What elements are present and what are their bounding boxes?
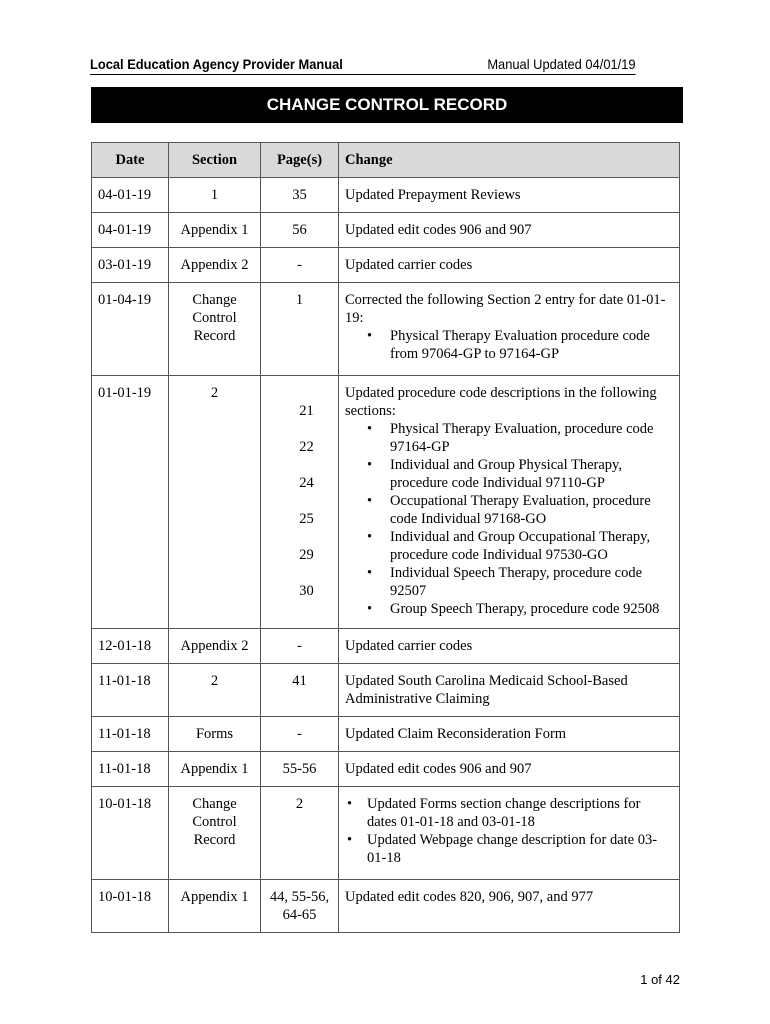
change-description: Updated procedure code descriptions in the following sections:	[345, 385, 657, 419]
cell-change	[339, 283, 680, 376]
cell-pages: 41	[261, 664, 339, 717]
table-row	[92, 178, 680, 213]
table-row	[92, 283, 680, 376]
cell-date: 04-01-19	[92, 213, 169, 248]
cell-change: Updated South Carolina Medicaid School-Based Administrative Claiming	[339, 664, 680, 717]
cell-date: 11-01-18	[92, 752, 169, 787]
cell-section: Change Control Record	[169, 787, 261, 880]
page-header	[90, 56, 636, 75]
change-bullet: • Updated Forms section change descriptions for dates 01-01-18 and 03-01-18	[345, 795, 673, 831]
page-number: 30	[299, 583, 314, 599]
page-number: 24	[299, 475, 314, 491]
table-row	[92, 664, 680, 717]
cell-change: Updated Prepayment Reviews	[339, 178, 680, 213]
cell-change: Updated edit codes 906 and 907	[339, 752, 680, 787]
table-row	[92, 717, 680, 752]
table-row	[92, 752, 680, 787]
change-bullet: • Physical Therapy Evaluation, procedure code 97164-GP	[345, 420, 673, 456]
change-bullet: • Individual and Group Occupational Therapy, procedure code Individual 97530-GO	[345, 528, 673, 564]
cell-date: 03-01-19	[92, 248, 169, 283]
column-header-change: Change	[339, 143, 680, 178]
cell-change: Updated edit codes 820, 906, 907, and 977	[339, 880, 680, 933]
page-number: 29	[299, 547, 314, 563]
cell-pages: 56	[261, 213, 339, 248]
table-header-row	[92, 143, 680, 178]
cell-pages: -	[261, 629, 339, 664]
change-bullet: • Group Speech Therapy, procedure code 92508	[345, 600, 673, 618]
cell-pages: 44, 55-56, 64-65	[261, 880, 339, 933]
cell-change: Updated carrier codes	[339, 248, 680, 283]
cell-date: 11-01-18	[92, 664, 169, 717]
cell-section: 2	[169, 376, 261, 629]
column-header-date: Date	[92, 143, 169, 178]
cell-date: 01-01-19	[92, 376, 169, 629]
column-header-section: Section	[169, 143, 261, 178]
cell-section: 2	[169, 664, 261, 717]
cell-section: 1	[169, 178, 261, 213]
cell-section: Appendix 2	[169, 248, 261, 283]
cell-change: Updated Claim Reconsideration Form	[339, 717, 680, 752]
cell-date: 04-01-19	[92, 178, 169, 213]
cell-pages: 1	[261, 283, 339, 376]
cell-section: Appendix 2	[169, 629, 261, 664]
cell-change: Updated edit codes 906 and 907	[339, 213, 680, 248]
page-number: 22	[299, 439, 314, 455]
change-description: Corrected the following Section 2 entry for date 01-01-19:	[345, 292, 666, 326]
page-indicator: 1 of 42	[640, 972, 680, 987]
cell-date: 10-01-18	[92, 787, 169, 880]
cell-section: Appendix 1	[169, 880, 261, 933]
change-bullet: • Individual Speech Therapy, procedure code 92507	[345, 564, 673, 600]
cell-pages: -	[261, 248, 339, 283]
table-row	[92, 880, 680, 933]
table-row	[92, 376, 680, 629]
change-bullet: • Updated Webpage change description for date 03-01-18	[345, 831, 673, 867]
cell-pages: 2	[261, 787, 339, 880]
cell-section: Appendix 1	[169, 752, 261, 787]
cell-change: Updated carrier codes	[339, 629, 680, 664]
change-bullet: • Occupational Therapy Evaluation, procedure code Individual 97168-GO	[345, 492, 673, 528]
page-number: 21	[299, 403, 314, 419]
column-header-pages: Page(s)	[261, 143, 339, 178]
manual-title: Local Education Agency Provider Manual	[90, 56, 343, 72]
table-row	[92, 787, 680, 880]
cell-pages	[261, 376, 339, 629]
page-title: CHANGE CONTROL RECORD	[91, 87, 683, 123]
cell-section: Change Control Record	[169, 283, 261, 376]
cell-date: 10-01-18	[92, 880, 169, 933]
change-bullet: • Physical Therapy Evaluation procedure code from 97064-GP to 97164-GP	[345, 327, 673, 363]
table-row	[92, 629, 680, 664]
cell-pages: 35	[261, 178, 339, 213]
cell-section: Forms	[169, 717, 261, 752]
cell-section: Appendix 1	[169, 213, 261, 248]
page-number: 25	[299, 511, 314, 527]
cell-change	[339, 376, 680, 629]
change-bullet: • Individual and Group Physical Therapy, procedure code Individual 97110-GP	[345, 456, 673, 492]
cell-pages: -	[261, 717, 339, 752]
cell-date: 11-01-18	[92, 717, 169, 752]
change-control-table	[91, 142, 680, 933]
cell-date: 12-01-18	[92, 629, 169, 664]
cell-date: 01-04-19	[92, 283, 169, 376]
cell-change	[339, 787, 680, 880]
manual-updated-date: Manual Updated 04/01/19	[487, 56, 636, 72]
table-row	[92, 213, 680, 248]
cell-pages: 55-56	[261, 752, 339, 787]
table-row	[92, 248, 680, 283]
